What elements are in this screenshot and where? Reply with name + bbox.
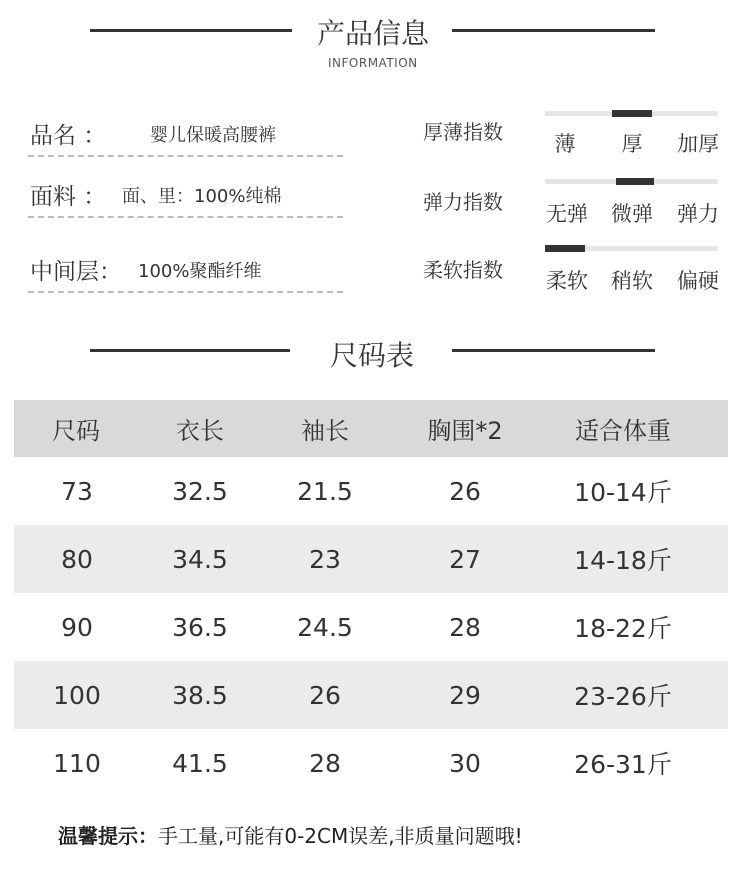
table-row [14, 593, 728, 661]
table-cell: 90 [61, 612, 93, 642]
field-label: 中间层： [30, 259, 122, 285]
title-rule-left [90, 29, 292, 32]
header-cell: 胸围*2 [427, 417, 503, 445]
table-cell: 27 [449, 544, 481, 574]
index-marker-thickness [612, 110, 652, 117]
index-option-selected: 柔软 [546, 269, 588, 293]
header-cell: 袖长 [301, 417, 349, 445]
table-cell: 36.5 [172, 612, 228, 642]
index-label-thickness: 厚薄指数 [423, 120, 503, 144]
table-cell: 26 [309, 680, 341, 710]
measurement-tip [58, 820, 523, 849]
table-cell: 38.5 [172, 680, 228, 710]
table-row [14, 661, 728, 729]
index-marker-elasticity [616, 178, 654, 185]
table-header [14, 400, 728, 457]
table-cell: 32.5 [172, 476, 228, 506]
title-rule-left [90, 349, 290, 352]
index-option-selected: 微弹 [611, 202, 653, 226]
section-subtitle-info: INFORMATION [328, 56, 418, 70]
table-row [14, 525, 728, 593]
index-option-selected: 厚 [621, 132, 643, 156]
table-cell: 23 [309, 544, 341, 574]
table-cell: 100 [53, 680, 101, 710]
title-rule-right [452, 349, 655, 352]
table-cell: 28 [309, 748, 341, 778]
field-label: 品名 ： [30, 123, 107, 149]
table-cell: 18-22斤 [574, 614, 672, 643]
table-cell: 14-18斤 [574, 546, 672, 575]
index-option: 弹力 [677, 202, 719, 226]
index-option: 薄 [554, 132, 576, 156]
info-row-middle-layer [28, 251, 343, 293]
section-title-size-chart: 尺码表 [330, 339, 415, 372]
index-track-thickness [545, 111, 718, 116]
field-value: 100%聚酯纤维 [138, 261, 262, 282]
tip-label: 温馨提示： [58, 824, 158, 848]
field-value: 面、里：100%纯棉 [122, 186, 282, 207]
table-row [14, 457, 728, 525]
field-value: 婴儿保暖高腰裤 [150, 125, 276, 146]
index-option: 稍软 [611, 269, 653, 293]
table-cell: 29 [449, 680, 481, 710]
table-cell: 30 [449, 748, 481, 778]
info-row-fabric [28, 176, 343, 218]
index-label-softness: 柔软指数 [423, 258, 503, 282]
index-option: 加厚 [677, 132, 719, 156]
index-track-softness [545, 246, 718, 251]
index-label-elasticity: 弹力指数 [423, 190, 503, 214]
index-option: 偏硬 [677, 269, 719, 293]
index-marker-softness [545, 245, 585, 252]
table-cell: 80 [61, 544, 93, 574]
table-cell: 26-31斤 [574, 750, 672, 779]
index-option: 无弹 [546, 202, 588, 226]
section-title-info: 产品信息 [317, 17, 430, 50]
table-cell: 26 [449, 476, 481, 506]
tip-text: 手工量,可能有0-2CM误差,非质量问题哦! [158, 824, 523, 848]
table-cell: 110 [53, 748, 101, 778]
field-label: 面料 ： [30, 184, 107, 210]
table-cell: 34.5 [172, 544, 228, 574]
table-cell: 28 [449, 612, 481, 642]
table-cell: 73 [61, 476, 93, 506]
header-cell: 适合体重 [575, 417, 671, 445]
index-track-elasticity [545, 179, 718, 184]
header-cell: 衣长 [176, 417, 224, 445]
table-cell: 24.5 [297, 612, 353, 642]
table-cell: 41.5 [172, 748, 228, 778]
info-row-name [28, 115, 343, 157]
table-cell: 21.5 [297, 476, 353, 506]
table-cell: 23-26斤 [574, 682, 672, 711]
table-row [14, 729, 728, 797]
table-cell: 10-14斤 [574, 478, 672, 507]
size-table [14, 400, 728, 797]
header-cell: 尺码 [52, 417, 100, 445]
title-rule-right [452, 29, 655, 32]
